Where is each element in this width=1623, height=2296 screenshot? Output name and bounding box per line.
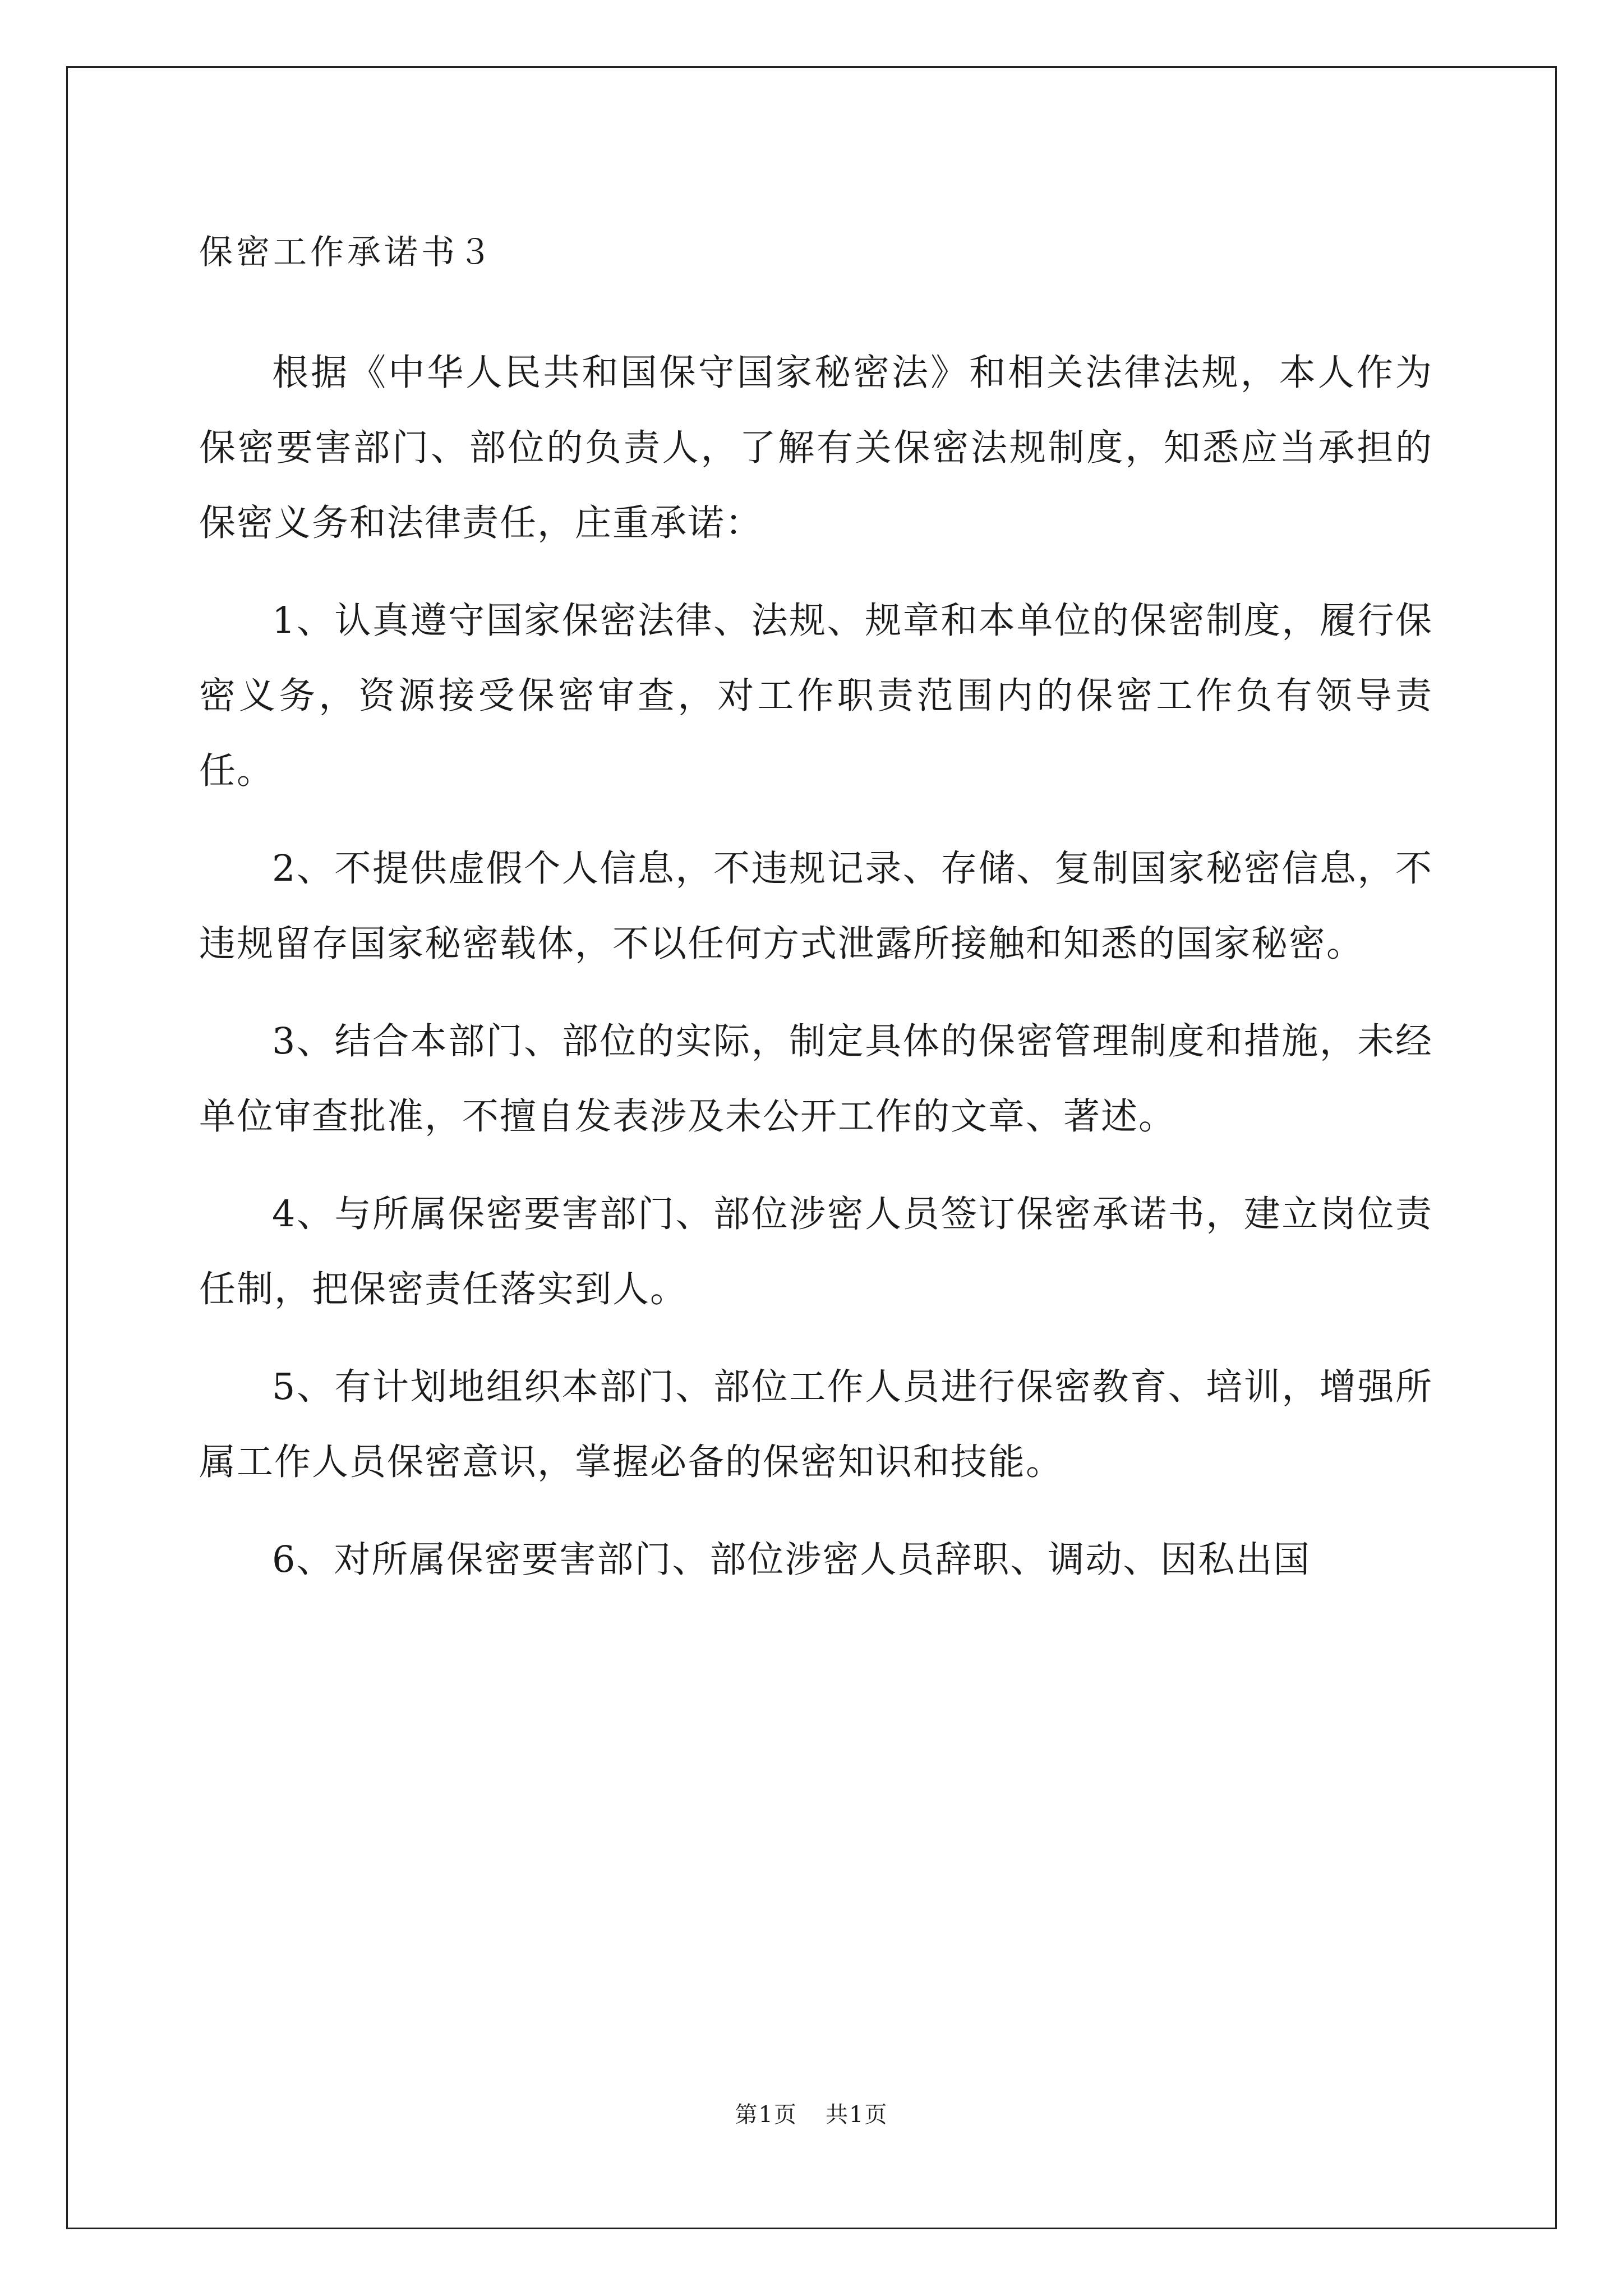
paragraph-item-1: 1、认真遵守国家保密法律、法规、规章和本单位的保密制度，履行保密义务，资源接受保密审查，对工作职责范围内的保密工作负有领导责任。: [199, 600, 1433, 792]
paragraph-item-3: 3、结合本部门、部位的实际，制定具体的保密管理制度和措施，未经单位审查批准，不擅自发表涉及未公开工作的文章、著述。: [199, 1020, 1433, 1138]
paragraph-preamble: 根据《中华人民共和国保守国家秘密法》和相关法律法规，本人作为保密要害部门、部位的负责人，了解有关保密法规制度，知悉应当承担的保密义务和法律责任，庄重承诺：: [199, 352, 1433, 544]
document-title: 保密工作承诺书３: [199, 233, 495, 272]
page-total: 共1页: [826, 2102, 888, 2128]
page-footer: [0, 2098, 1623, 2132]
paragraph-item-5: 5、有计划地组织本部门、部位工作人员进行保密教育、培训，增强所属工作人员保密意识，掌握必备的保密知识和技能。: [199, 1366, 1433, 1483]
document-body: [199, 224, 1433, 1620]
paragraph-item-4: 4、与所属保密要害部门、部位涉密人员签订保密承诺书，建立岗位责任制，把保密责任落实到人。: [199, 1193, 1433, 1310]
paragraph-item-2: 2、不提供虚假个人信息，不违规记录、存储、复制国家秘密信息，不违规留存国家秘密载体，不以任何方式泄露所接触和知悉的国家秘密。: [199, 848, 1433, 965]
paragraph-item-6: 6、对所属保密要害部门、部位涉密人员辞职、调动、因私出国: [272, 1539, 1311, 1581]
page-number: 第1页: [735, 2102, 797, 2128]
